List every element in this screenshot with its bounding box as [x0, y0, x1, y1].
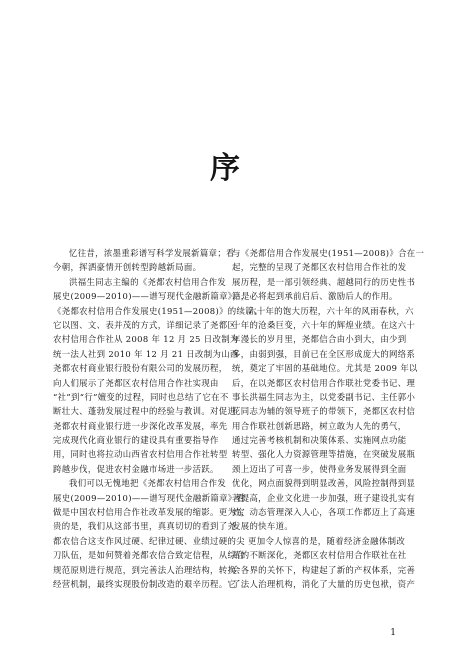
text-line: 优化，网点面貌得到明显改善，风险控制得到显: [232, 478, 416, 489]
text-line: 用，同时也将拉动山西省农村信用合作社转型: [53, 449, 228, 460]
text-line: 颈上迈出了可喜一步，使得业务发展得到全面: [232, 463, 407, 474]
text-line: 尧都农村商业银行股份有限公司的发展历程，: [53, 363, 228, 374]
text-line: 多，由弱到强，目前已在全区形成庞大的网络系: [232, 348, 416, 359]
text-line: 转型、强化人力资源管理等措施，在突破发展瓶: [232, 449, 416, 460]
text-line: 六十年的饱大历程，六十年的风雨春秋，六: [248, 305, 414, 316]
text-line: 发展的快车道。: [232, 521, 294, 532]
text-line: 年漫长的岁月里，尧都信合由小到大，由少到: [232, 334, 407, 345]
text-line: 用合作联社创新思路，树立敢为人先的勇气，: [232, 420, 407, 431]
text-line: 做是中国农村信用合作社改革发展的缩影。更为宝: [53, 507, 245, 518]
text-line: 我们可以无愧地把《尧都农村信用合作发: [69, 478, 227, 489]
text-line: 花同志为辅的领导班子的带领下，尧都区农村信: [232, 406, 416, 417]
text-line: 统一法人社到 2010 年 12 月 21 日改制为山西: [53, 348, 239, 359]
text-line: 断壮大、蓬勃发展过程中的经验与教训。对促进: [53, 406, 237, 417]
text-line: 都农信合这支作风过硬、纪律过硬、业绩过硬的尖: [53, 535, 245, 546]
text-line: 更加令人惊喜的是，随着经济金融体制改: [248, 535, 406, 546]
text-line: 展史(2009—2010)——谱写现代金融新篇章》，是: [53, 291, 250, 302]
text-line: 它以图、文、表并茂的方式，详细记录了尧都区: [53, 319, 237, 330]
text-line: 农村信用合作社从 2008 年 12 月 25 日改制为: [53, 334, 239, 345]
page-title: 序: [210, 151, 240, 186]
text-line: 忆往昔，浓墨重彩谱写科学发展新篇章；看: [69, 248, 235, 258]
text-line: 洪福生同志主编的《尧都农村信用合作发: [69, 276, 227, 287]
text-line: 效，动态管理深入人心，各项工作都迈上了高速: [232, 507, 416, 518]
text-line: 事长洪福生同志为主，以党委副书记、主任郭小: [232, 391, 416, 402]
text-line: 籍，必将起到承前启后、激励后人的作用。: [232, 291, 398, 302]
text-line: 刀队伍，是如何赞着尧都农信合致定信程，从综合: [53, 550, 245, 561]
text-line: 起，完整的呈现了尧都区农村信用合作社的发: [232, 262, 407, 273]
text-line: 尧都农村商业银行进一步深化改革发展，率先: [53, 420, 228, 431]
text-line: 向人们展示了尧都区农村信用合作社实现由: [53, 377, 219, 388]
page-number: 1: [390, 628, 396, 638]
text-line: 著提高，企业文化进一步加强，班子建设扎实有: [232, 492, 416, 503]
text-line: 与《尧都信用合作发展史(1951—2008)》合在一: [232, 248, 425, 258]
text-line: 跨越步伐，促进农村金融市场进一步活跃。: [53, 463, 219, 474]
text-line: 今朝，挥洒豪情开创转型跨越新局面。: [53, 262, 202, 273]
text-line: 后，在以尧都区农村信用合作联社党委书记、理: [232, 377, 416, 388]
text-line: 了法人治理机构，消化了大量的历史包袱，资产: [232, 578, 416, 589]
text-line: 完成现代化商业银行的建设具有重要指导作: [53, 435, 219, 446]
text-line: 贵的是，我们从这部书里，真真切切的看到了尧: [53, 521, 237, 532]
text-line: 规范原则进行规范，到完善法人治理结构，转换: [53, 564, 237, 575]
text-line: 革的不断深化，尧都区农村信用合作联社在社: [232, 550, 407, 561]
text-line: 经营机制，最终实现股份制改造的艰辛历程。它: [53, 578, 237, 589]
text-line: 通过完善考核机制和决策体系、实施网点功能: [232, 435, 407, 446]
text-line: 统，奠定了牢固的基础地位。尤其是 2009 年以: [232, 363, 418, 374]
text-line: 展历程，是一部引领经典、超越同行的历史性书: [232, 276, 416, 287]
right-text-column: [232, 246, 425, 591]
text-line: 十年的沧桑巨变，六十年的辉煌业绩。在这六十: [232, 319, 416, 330]
text-line: 《尧都农村信用合作发展史(1951—2008)》的续篇。: [53, 305, 263, 316]
text-line: “社”到“行”嬗变的过程，同时也总结了它在不: [53, 391, 229, 402]
text-line: 会各界的关怀下，构建起了新的产权体系，完善: [232, 564, 416, 575]
text-line: 展史(2009—2010)——谱写现代金融新篇章》看: [53, 492, 246, 503]
